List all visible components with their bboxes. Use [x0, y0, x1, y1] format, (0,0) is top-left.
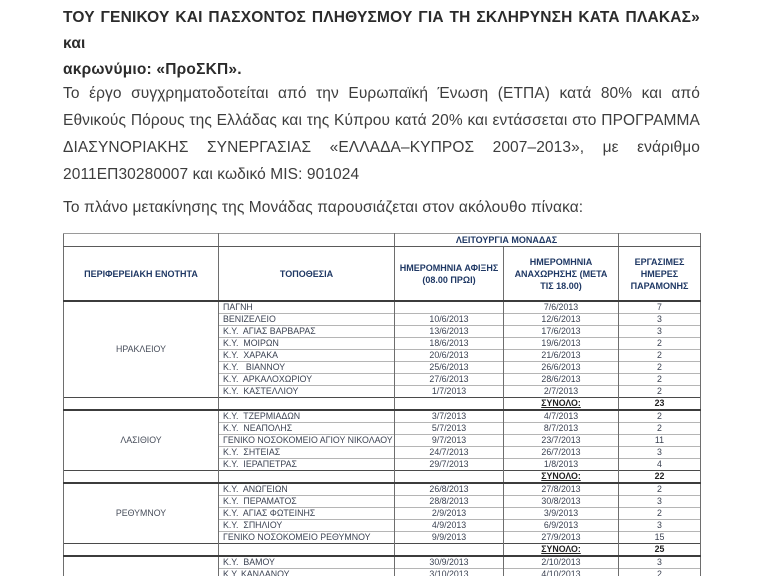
- location-cell: Κ.Υ. ΧΑΡΑΚΑ: [219, 350, 395, 362]
- column-header-working-days: ΕΡΓΑΣΙΜΕΣ ΗΜΕΡΕΣ ΠΑΡΑΜΟΝΗΣ: [619, 247, 701, 302]
- empty-cell: [219, 398, 395, 411]
- section-total-row: [64, 544, 701, 557]
- departure-date-cell: 4/7/2013: [504, 410, 619, 423]
- departure-date-cell: 7/6/2013: [504, 301, 619, 314]
- paragraph-line-4: 2011ΕΠ30280007 και κωδικό MIS: 901024: [63, 166, 360, 183]
- column-header-location: ΤΟΠΟΘΕΣΙΑ: [219, 247, 395, 302]
- total-value-cell: 22: [619, 471, 701, 484]
- section-total-row: [64, 398, 701, 411]
- funding-paragraph: [63, 80, 700, 188]
- working-days-cell: 2: [619, 569, 701, 576]
- schedule-row: [64, 410, 701, 423]
- location-cell: ΒΕΝΙΖΕΛΕΙΟ: [219, 314, 395, 326]
- departure-date-cell: 6/9/2013: [504, 520, 619, 532]
- paragraph-line-3: ΔΙΑΣΥΝΟΡΙΑΚΗΣ ΣΥΝΕΡΓΑΣΙΑΣ «ΕΛΛΑΔΑ–ΚΥΠΡΟΣ 2007–2013», με ενάριθμο: [63, 139, 700, 156]
- departure-date-cell: 8/7/2013: [504, 423, 619, 435]
- departure-date-cell: 17/6/2013: [504, 326, 619, 338]
- region-cell: ΛΑΣΙΘΙΟΥ: [64, 410, 219, 471]
- title-line-2: ακρωνύμιο: «ΠροΣΚΠ».: [63, 61, 242, 78]
- working-days-cell: 3: [619, 556, 701, 569]
- total-value-cell: 25: [619, 544, 701, 557]
- location-cell: Κ.Υ. ΑΓΙΑΣ ΒΑΡΒΑΡΑΣ: [219, 326, 395, 338]
- column-header-regional-unit: ΠΕΡΙΦΕΡΕΙΑΚΗ ΕΝΟΤΗΤΑ: [64, 247, 219, 302]
- schedule-row: [64, 483, 701, 496]
- location-cell: ΓΕΝΙΚΟ ΝΟΣΟΚΟΜΕΙΟ ΑΓΙΟΥ ΝΙΚΟΛΑΟΥ: [219, 435, 395, 447]
- arrival-date-cell: 25/6/2013: [395, 362, 504, 374]
- total-label-cell: ΣΥΝΟΛΟ:: [504, 471, 619, 484]
- arrival-date-cell: 30/9/2013: [395, 556, 504, 569]
- table-intro-text: Το πλάνο μετακίνησης της Μονάδας παρουσιάζεται στον ακόλουθο πίνακα:: [63, 199, 584, 216]
- column-header-departure-date: ΗΜΕΡΟΜΗΝΙΑ ΑΝΑΧΩΡΗΣΗΣ (ΜΕΤΑ ΤΙΣ 18.00): [504, 247, 619, 302]
- arrival-date-cell: 2/9/2013: [395, 508, 504, 520]
- empty-cell: [64, 544, 219, 557]
- working-days-cell: 2: [619, 362, 701, 374]
- document-title: [63, 5, 700, 83]
- location-cell: Κ.Υ. ΑΓΙΑΣ ΦΩΤΕΙΝΗΣ: [219, 508, 395, 520]
- working-days-cell: 3: [619, 326, 701, 338]
- arrival-date-cell: [395, 301, 504, 314]
- departure-date-cell: 2/10/2013: [504, 556, 619, 569]
- relocation-schedule-table: [63, 233, 701, 576]
- location-cell: Κ.Υ. ΒΑΜΟΥ: [219, 556, 395, 569]
- location-cell: Κ.Υ. ΠΕΡΑΜΑΤΟΣ: [219, 496, 395, 508]
- working-days-cell: 2: [619, 386, 701, 398]
- arrival-date-cell: 20/6/2013: [395, 350, 504, 362]
- arrival-date-cell: 5/7/2013: [395, 423, 504, 435]
- schedule-row: [64, 301, 701, 314]
- working-days-cell: 3: [619, 314, 701, 326]
- working-days-cell: 4: [619, 459, 701, 471]
- arrival-date-cell: 18/6/2013: [395, 338, 504, 350]
- departure-date-cell: 23/7/2013: [504, 435, 619, 447]
- departure-date-cell: 1/8/2013: [504, 459, 619, 471]
- arrival-date-cell: 24/7/2013: [395, 447, 504, 459]
- empty-cell: [395, 471, 504, 484]
- arrival-date-cell: 29/7/2013: [395, 459, 504, 471]
- arrival-date-cell: 27/6/2013: [395, 374, 504, 386]
- location-cell: Κ.Υ. ΙΕΡΑΠΕΤΡΑΣ: [219, 459, 395, 471]
- location-cell: Κ.Υ. ΚΑΣΤΕΛΛΙΟΥ: [219, 386, 395, 398]
- location-cell: ΠΑΓΝΗ: [219, 301, 395, 314]
- departure-date-cell: 27/9/2013: [504, 532, 619, 544]
- schedule-row: [64, 556, 701, 569]
- departure-date-cell: 4/10/2013: [504, 569, 619, 576]
- relocation-table-body: [64, 301, 701, 576]
- working-days-cell: 2: [619, 483, 701, 496]
- arrival-date-cell: 3/10/2013: [395, 569, 504, 576]
- working-days-cell: 2: [619, 410, 701, 423]
- arrival-date-cell: 13/6/2013: [395, 326, 504, 338]
- working-days-cell: 2: [619, 350, 701, 362]
- arrival-date-cell: 1/7/2013: [395, 386, 504, 398]
- departure-date-cell: 26/7/2013: [504, 447, 619, 459]
- arrival-date-cell: 28/8/2013: [395, 496, 504, 508]
- departure-date-cell: 30/8/2013: [504, 496, 619, 508]
- location-cell: Κ.Υ. ΣΠΗΛΙΟΥ: [219, 520, 395, 532]
- working-days-cell: 2: [619, 508, 701, 520]
- paragraph-line-2: Εθνικούς Πόρους της Ελλάδας και της Κύπρου κατά 20% και εντάσσεται στο ΠΡΟΓΡΑΜΜΑ: [63, 112, 700, 129]
- table-header-row: [64, 247, 701, 302]
- column-header-arrival-date: ΗΜΕΡΟΜΗΝΙΑ ΑΦΙΞΗΣ (08.00 ΠΡΩΙ): [395, 247, 504, 302]
- working-days-cell: 11: [619, 435, 701, 447]
- empty-cell: [395, 544, 504, 557]
- arrival-date-cell: 9/7/2013: [395, 435, 504, 447]
- location-cell: Κ.Υ. ΜΟΙΡΩΝ: [219, 338, 395, 350]
- arrival-date-cell: 26/8/2013: [395, 483, 504, 496]
- departure-date-cell: 3/9/2013: [504, 508, 619, 520]
- working-days-cell: 2: [619, 423, 701, 435]
- working-days-cell: 7: [619, 301, 701, 314]
- working-days-cell: 2: [619, 338, 701, 350]
- location-cell: Κ.Υ. ΣΗΤΕΙΑΣ: [219, 447, 395, 459]
- table-group-header-row: [64, 234, 701, 247]
- arrival-date-cell: 4/9/2013: [395, 520, 504, 532]
- working-days-cell: 15: [619, 532, 701, 544]
- location-cell: Κ.Υ. ΑΡΚΑΛΟΧΩΡΙΟΥ: [219, 374, 395, 386]
- location-cell: Κ.Υ. ΑΝΩΓΕΙΩΝ: [219, 483, 395, 496]
- region-cell: ΗΡΑΚΛΕΙΟΥ: [64, 301, 219, 398]
- empty-header-cell: [619, 234, 701, 247]
- empty-cell: [219, 471, 395, 484]
- departure-date-cell: 19/6/2013: [504, 338, 619, 350]
- paragraph-line-1: Το έργο συγχρηματοδοτείται από την Ευρωπαϊκή Ένωση (ΕΤΠΑ) κατά 80% και από: [63, 85, 700, 102]
- empty-header-cell: [64, 234, 219, 247]
- group-header-operation-unit: ΛΕΙΤΟΥΡΓΙΑ ΜΟΝΑΔΑΣ: [395, 234, 619, 247]
- working-days-cell: 3: [619, 447, 701, 459]
- region-cell: ΡΕΘΥΜΝΟΥ: [64, 483, 219, 544]
- arrival-date-cell: 3/7/2013: [395, 410, 504, 423]
- working-days-cell: 3: [619, 496, 701, 508]
- empty-cell: [64, 398, 219, 411]
- arrival-date-cell: 9/9/2013: [395, 532, 504, 544]
- working-days-cell: 2: [619, 374, 701, 386]
- title-line-1: ΤΟΥ ΓΕΝΙΚΟΥ ΚΑΙ ΠΑΣΧΟΝΤΟΣ ΠΛΗΘΥΣΜΟΥ ΓΙΑ ΤΗ ΣΚΛΗΡΥΝΣΗ ΚΑΤΑ ΠΛΑΚΑΣ» και: [63, 9, 700, 52]
- departure-date-cell: 2/7/2013: [504, 386, 619, 398]
- arrival-date-cell: 10/6/2013: [395, 314, 504, 326]
- departure-date-cell: 12/6/2013: [504, 314, 619, 326]
- empty-cell: [395, 398, 504, 411]
- location-cell: Κ.Υ. ΝΕΑΠΟΛΗΣ: [219, 423, 395, 435]
- location-cell: ΓΕΝΙΚΟ ΝΟΣΟΚΟΜΕΙΟ ΡΕΘΥΜΝΟΥ: [219, 532, 395, 544]
- location-cell: Κ.Υ. ΤΖΕΡΜΙΑΔΩΝ: [219, 410, 395, 423]
- location-cell: Κ.Υ. ΚΑΝΔΑΝΟΥ: [219, 569, 395, 576]
- region-cell: [64, 556, 219, 576]
- total-value-cell: 23: [619, 398, 701, 411]
- departure-date-cell: 26/6/2013: [504, 362, 619, 374]
- departure-date-cell: 21/6/2013: [504, 350, 619, 362]
- departure-date-cell: 27/8/2013: [504, 483, 619, 496]
- section-total-row: [64, 471, 701, 484]
- working-days-cell: 3: [619, 520, 701, 532]
- empty-cell: [64, 471, 219, 484]
- location-cell: Κ.Υ. ΒΙΑΝΝΟΥ: [219, 362, 395, 374]
- relocation-schedule: [63, 233, 700, 576]
- empty-cell: [219, 544, 395, 557]
- total-label-cell: ΣΥΝΟΛΟ:: [504, 544, 619, 557]
- empty-header-cell: [219, 234, 395, 247]
- departure-date-cell: 28/6/2013: [504, 374, 619, 386]
- total-label-cell: ΣΥΝΟΛΟ:: [504, 398, 619, 411]
